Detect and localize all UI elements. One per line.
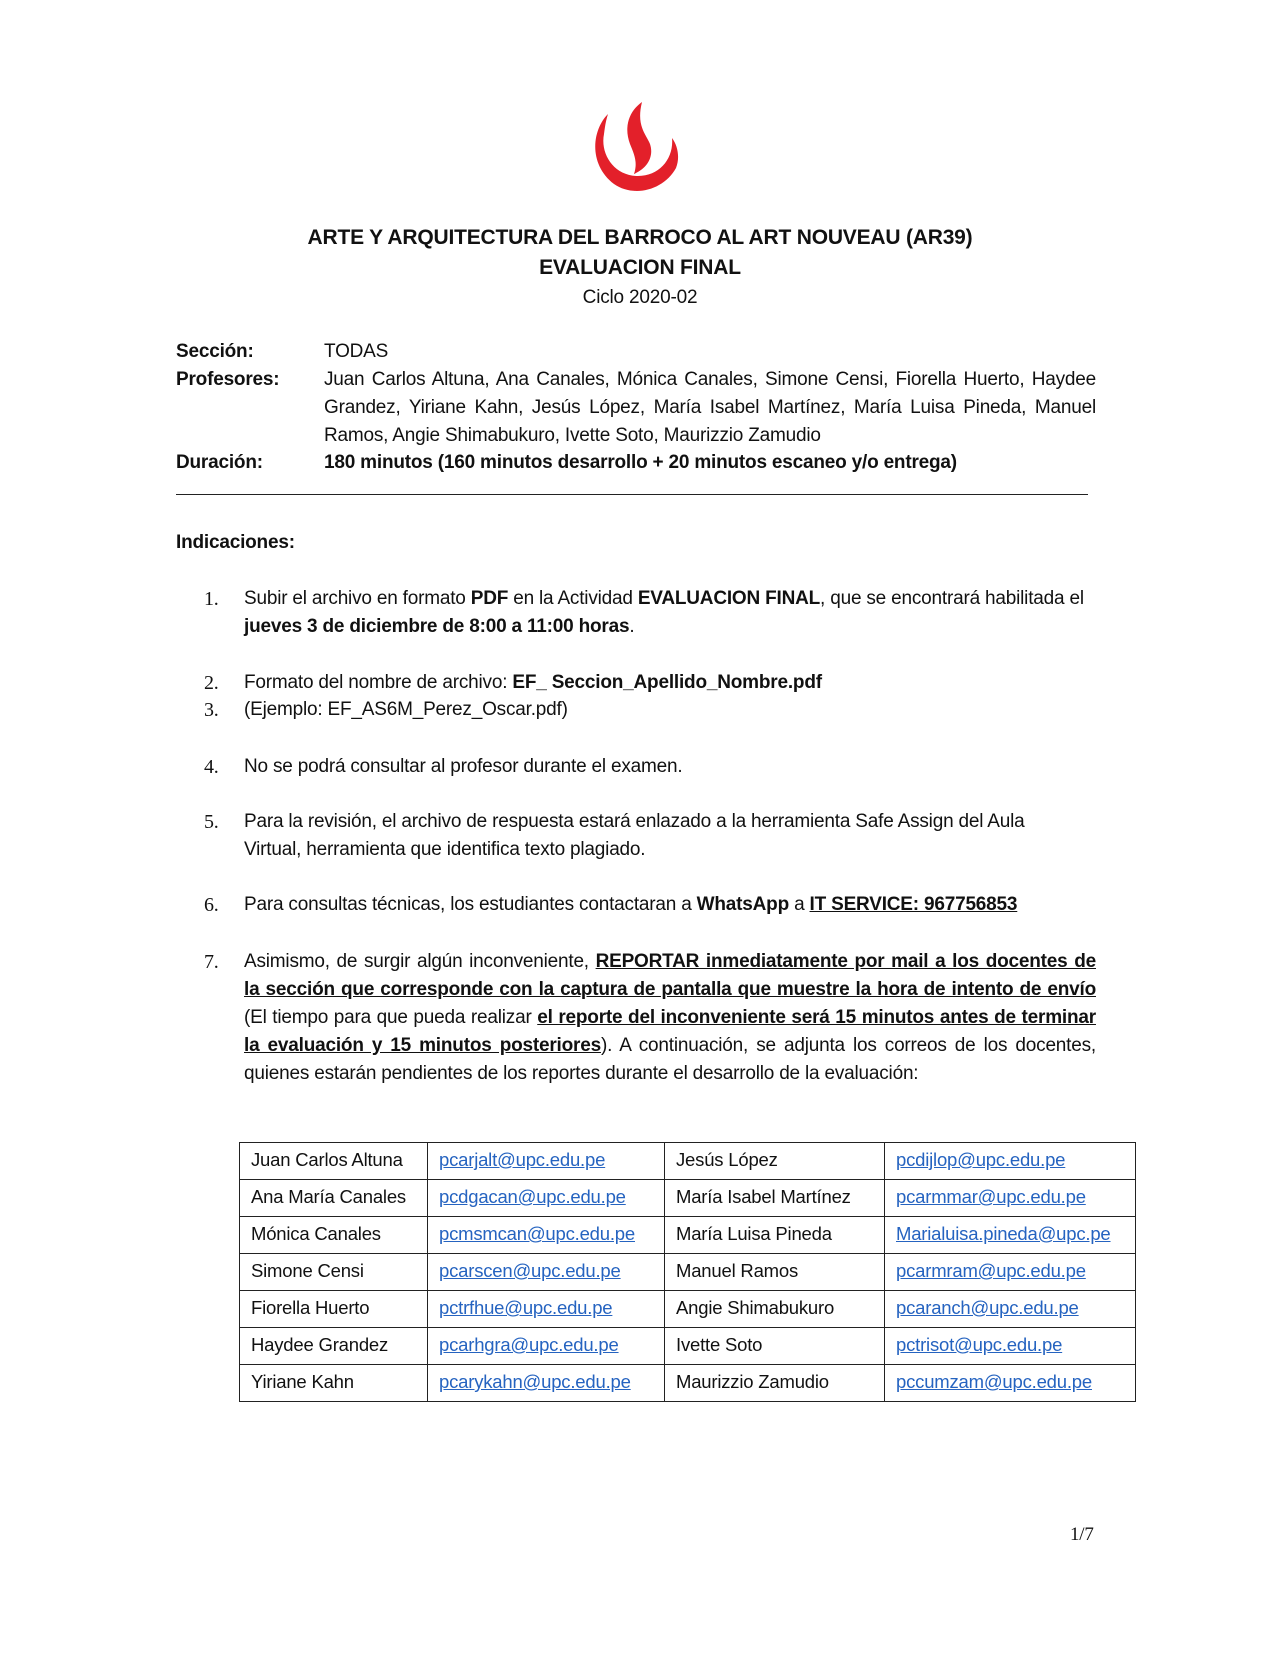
professors-label: Profesores:	[176, 369, 280, 390]
table-row	[240, 1328, 1136, 1365]
email-link[interactable]: pcarhgra@upc.edu.pe	[439, 1334, 619, 1355]
indication-item-6: Para consultas técnicas, los estudiantes contactaran a WhatsApp a IT SERVICE: 967756853	[244, 894, 1018, 915]
item-number: 4.	[204, 756, 219, 778]
email-cell	[885, 1291, 1136, 1328]
table-row	[240, 1291, 1136, 1328]
contacts-table	[239, 1142, 1136, 1402]
email-link[interactable]: pcarmmar@upc.edu.pe	[896, 1186, 1086, 1207]
email-link[interactable]: pcarjalt@upc.edu.pe	[439, 1149, 606, 1170]
professor-name: Simone Censi	[240, 1254, 428, 1291]
email-link[interactable]: Marialuisa.pineda@upc.pe	[896, 1223, 1111, 1244]
flame-logo-icon	[590, 102, 680, 194]
professor-name: María Isabel Martínez	[665, 1180, 885, 1217]
table-row	[240, 1143, 1136, 1180]
upc-logo	[590, 102, 680, 194]
professor-name: Mónica Canales	[240, 1217, 428, 1254]
professor-name: Ivette Soto	[665, 1328, 885, 1365]
email-cell	[428, 1328, 665, 1365]
professor-name: Maurizzio Zamudio	[665, 1365, 885, 1402]
item-number: 5.	[204, 811, 219, 833]
table-row	[240, 1180, 1136, 1217]
email-cell	[428, 1143, 665, 1180]
professors-value: Juan Carlos Altuna, Ana Canales, Mónica Canales, Simone Censi, Fiorella Huerto, Haydee Grandez, Yiriane Kahn, Jesús López, María Isabel Martínez, María Luisa Pineda, Manuel Ramos, Angie Shimabukuro, Ivette Soto, Maurizzio Zamudio	[324, 369, 1096, 446]
email-cell	[428, 1217, 665, 1254]
indication-item-3: (Ejemplo: EF_AS6M_Perez_Oscar.pdf)	[244, 699, 568, 720]
email-cell	[885, 1180, 1136, 1217]
email-link[interactable]: pcarmram@upc.edu.pe	[896, 1260, 1086, 1281]
professor-name: Angie Shimabukuro	[665, 1291, 885, 1328]
email-cell	[885, 1254, 1136, 1291]
email-link[interactable]: pctrfhue@upc.edu.pe	[439, 1297, 613, 1318]
table-row	[240, 1217, 1136, 1254]
duration-value: 180 minutos (160 minutos desarrollo + 20 minutos escaneo y/o entrega)	[324, 452, 957, 473]
professor-name: Ana María Canales	[240, 1180, 428, 1217]
email-link[interactable]: pcarscen@upc.edu.pe	[439, 1260, 621, 1281]
professor-name: Jesús López	[665, 1143, 885, 1180]
indication-item-5: Para la revisión, el archivo de respuesta estará enlazado a la herramienta Safe Assign del Aula Virtual, herramienta que identifica texto plagiado.	[244, 811, 1025, 860]
indication-item-2: Formato del nombre de archivo: EF_ Seccion_Apellido_Nombre.pdf	[244, 672, 822, 693]
item-number: 6.	[204, 894, 219, 916]
email-link[interactable]: pccumzam@upc.edu.pe	[896, 1371, 1092, 1392]
item-number: 2.	[204, 672, 219, 694]
section-value: TODAS	[324, 341, 389, 362]
email-cell	[428, 1180, 665, 1217]
document-subtitle: EVALUACION FINAL	[539, 256, 741, 279]
email-cell	[428, 1291, 665, 1328]
email-cell	[885, 1143, 1136, 1180]
email-cell	[885, 1328, 1136, 1365]
email-cell	[885, 1217, 1136, 1254]
email-link[interactable]: pcaranch@upc.edu.pe	[896, 1297, 1079, 1318]
professor-name: María Luisa Pineda	[665, 1217, 885, 1254]
cycle-label: Ciclo 2020-02	[582, 287, 698, 308]
indications-heading: Indicaciones:	[176, 532, 295, 553]
item-number: 7.	[204, 951, 219, 973]
indication-item-1: Subir el archivo en formato PDF en la Actividad EVALUACION FINAL, que se encontrará habilitada el jueves 3 de diciembre de 8:00 a 11:00 horas.	[244, 588, 1084, 637]
indication-item-4: No se podrá consultar al profesor durante el examen.	[244, 756, 683, 777]
item-number: 3.	[204, 699, 219, 721]
divider	[176, 494, 1088, 495]
email-link[interactable]: pcdgacan@upc.edu.pe	[439, 1186, 626, 1207]
email-cell	[428, 1254, 665, 1291]
professor-name: Fiorella Huerto	[240, 1291, 428, 1328]
indication-item-7: Asimismo, de surgir algún inconveniente, REPORTAR inmediatamente por mail a los docentes de la sección que corresponde con la captura de pantalla que muestre la hora de intento de envío (El tiempo para que pueda realizar el reporte del inconveniente será 15 minutos antes de terminar la evaluación y 15 minutos posteriores). A continuación, se adjunta los correos de los docentes, quienes estarán pendientes de los reportes durante el desarrollo de la evaluación:	[244, 951, 1097, 1084]
page-number: 1/7	[1070, 1524, 1094, 1545]
table-row	[240, 1365, 1136, 1402]
item-number: 1.	[204, 588, 219, 610]
professor-name: Yiriane Kahn	[240, 1365, 428, 1402]
email-cell	[428, 1365, 665, 1402]
email-link[interactable]: pcarykahn@upc.edu.pe	[439, 1371, 631, 1392]
professor-name: Haydee Grandez	[240, 1328, 428, 1365]
section-label: Sección:	[176, 341, 254, 362]
email-link[interactable]: pctrisot@upc.edu.pe	[896, 1334, 1063, 1355]
professor-name: Juan Carlos Altuna	[240, 1143, 428, 1180]
email-link[interactable]: pcdijlop@upc.edu.pe	[896, 1149, 1066, 1170]
email-link[interactable]: pcmsmcan@upc.edu.pe	[439, 1223, 635, 1244]
duration-label: Duración:	[176, 452, 263, 473]
professor-name: Manuel Ramos	[665, 1254, 885, 1291]
table-row	[240, 1254, 1136, 1291]
document-title: ARTE Y ARQUITECTURA DEL BARROCO AL ART NOUVEAU (AR39)	[307, 226, 973, 249]
email-cell	[885, 1365, 1136, 1402]
